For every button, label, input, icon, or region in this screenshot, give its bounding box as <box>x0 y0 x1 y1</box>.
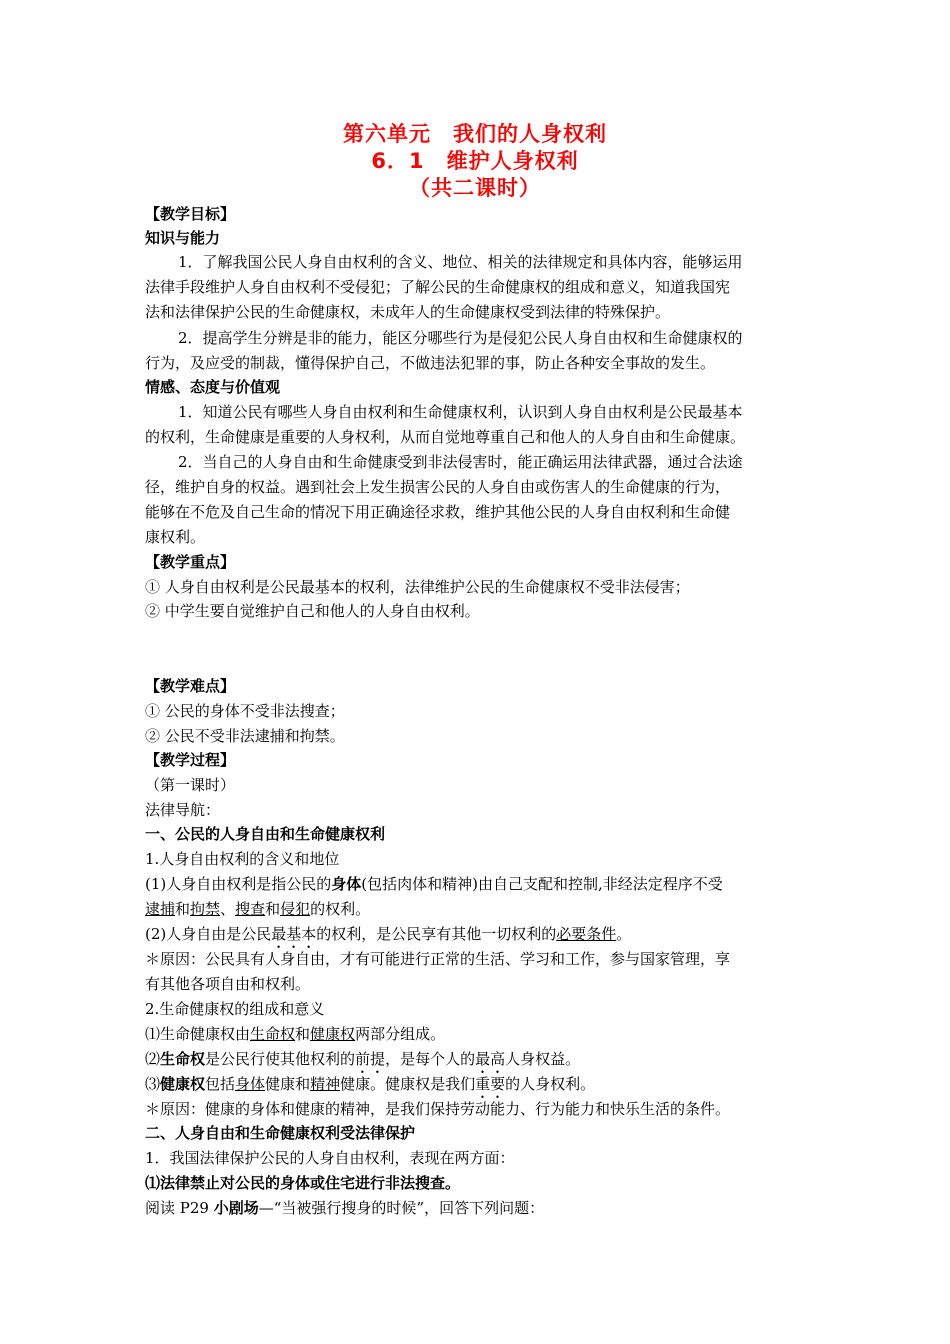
key-point-1: ① 人身自由权利是公民最基本的权利，法律维护公民的生命健康权不受非法侵害； <box>145 578 690 596</box>
keyword-life-right: 生命权 <box>250 1025 296 1043</box>
goal-k2-line1: 2．提高学生分辨是非的能力，能区分哪些行为是侵犯公民人身自由权和生命健康权的 <box>178 329 743 347</box>
lesson-title: 6．1 维护人身权利 <box>371 149 579 173</box>
goals-heading: 【教学目标】 <box>145 205 236 223</box>
reading-prompt <box>145 1198 815 1218</box>
section-1-item-1: 1.人身自由权利的含义和地位 <box>145 850 340 868</box>
goal-e2-line2: 径，维护自身的权益。遇到社会上发生损害公民的人身自由或伤害人的生命健康的行为， <box>145 478 731 496</box>
reason-1-line2: 有其他各项自由和权利。 <box>145 975 311 993</box>
section-1-item-2: 2.生命健康权的组成和意义 <box>145 1000 325 1018</box>
section-1-item-1a-cont <box>145 899 815 919</box>
text: 健康。健康权是我们 <box>340 1075 476 1093</box>
keyword-small-theater: 小剧场 <box>213 1199 259 1217</box>
section-1-item-1b <box>145 924 815 952</box>
difficult-point-2: ② 公民不受非法逮捕和拘禁。 <box>145 727 345 745</box>
text: 两部分组成。 <box>355 1025 446 1043</box>
text: 人身权益。 <box>505 1050 581 1068</box>
goal-e2-line4: 康权利。 <box>145 528 206 546</box>
text: 和 <box>265 900 281 918</box>
emphasis-important: 重要 <box>475 1075 506 1093</box>
lesson-label: （第一课时） <box>145 776 236 794</box>
goal-e1-line2: 的权利，生命健康是重要的人身权利，从而自觉地尊重自己和他人的人身自由和生命健康。 <box>145 428 746 446</box>
emphasis-most-basic: 最基本 <box>271 925 317 943</box>
key-heading: 【教学重点】 <box>145 553 236 571</box>
keyword-life-right-bold: 生命权 <box>160 1050 206 1068</box>
emphasis-premise: 前提 <box>355 1050 386 1068</box>
text: 和 <box>295 1025 311 1043</box>
text: (2)人身自由是公民 <box>145 925 272 943</box>
text: ⑴生命健康权由 <box>145 1025 251 1043</box>
text: 包括 <box>205 1075 236 1093</box>
text: 的权利。 <box>310 900 371 918</box>
keyword-arrest: 逮捕 <box>145 900 176 918</box>
keyword-mind-health: 精神 <box>310 1075 341 1093</box>
text: 阅读 P29 <box>145 1199 214 1217</box>
text: 的人身权利。 <box>505 1075 596 1093</box>
text: (包括肉体和精神)由自己支配和控制,非经法定程序不受 <box>361 875 723 893</box>
section-1-item-2a <box>145 1024 815 1044</box>
text: (1)人身自由权利是指公民的 <box>145 875 332 893</box>
goal-e2-line1: 2．当自己的人身自由和生命健康受到非法侵害时，能正确运用法律武器，通过合法途 <box>178 453 743 471</box>
text: 。 <box>616 925 632 943</box>
goal-k2-line2: 行为，及应受的制裁，懂得保护自己，不做违法犯罪的事，防止各种安全事故的发生。 <box>145 354 716 372</box>
text: ⑶ <box>145 1075 161 1093</box>
text: —“当被强行搜身的时候”，回答下列问题： <box>258 1199 545 1217</box>
goal-k1-line2: 法律手段维护人身自由权利不受侵犯；了解公民的生命健康权的组成和意义，知道我国宪 <box>145 278 731 296</box>
emotion-heading: 情感、态度与价值观 <box>145 378 281 396</box>
knowledge-heading: 知识与能力 <box>145 229 221 247</box>
text: 健康和 <box>265 1075 311 1093</box>
text: 的权利，是公民享有其他一切权利的 <box>316 925 557 943</box>
text: 、 <box>220 900 236 918</box>
section-2-item-1: 1．我国法律保护公民的人身自由权利，表现在两方面： <box>145 1149 515 1167</box>
text: 和 <box>175 900 191 918</box>
difficult-heading: 【教学难点】 <box>145 677 236 695</box>
keyword-search: 搜查 <box>235 900 266 918</box>
keyword-health-right-bold: 健康权 <box>160 1075 206 1093</box>
emphasis-highest: 最高 <box>475 1050 506 1068</box>
text: ⑵ <box>145 1050 161 1068</box>
lesson-count: （共二课时） <box>409 176 541 200</box>
section-1-item-2c <box>145 1074 815 1102</box>
text: ，是每个人的 <box>385 1050 476 1068</box>
section-2-heading: 二、人身自由和生命健康权利受法律保护 <box>145 1124 416 1142</box>
goal-k1-line1: 1．了解我国公民人身自由权利的含义、地位、相关的法律规定和具体内容，能够运用 <box>178 253 743 271</box>
keyword-necessary: 必要条件 <box>556 925 617 943</box>
keyword-body: 身体 <box>331 875 362 893</box>
keyword-infringe: 侵犯 <box>280 900 311 918</box>
goal-e2-line3: 能够在不危及自己生命的情况下用正确途径求救，维护其他公民的人身自由权利和生命健 <box>145 503 731 521</box>
section-1-item-1a <box>145 874 815 894</box>
difficult-point-1: ① 公民的身体不受非法搜查； <box>145 702 345 720</box>
law-nav-label: 法律导航： <box>145 801 221 819</box>
key-point-2: ② 中学生要自觉维护自己和他人的人身自由权利。 <box>145 602 480 620</box>
section-1-heading: 一、公民的人身自由和生命健康权利 <box>145 825 386 843</box>
keyword-health-right: 健康权 <box>310 1025 356 1043</box>
reason-2: ＊原因：健康的身体和健康的精神，是我们保持劳动能力、行为能力和快乐生活的条件。 <box>145 1100 731 1118</box>
keyword-detain: 拘禁 <box>190 900 221 918</box>
reason-1-line1: ＊原因：公民具有人身自由，才有可能进行正常的生活、学习和工作，参与国家管理，享 <box>145 950 731 968</box>
process-heading: 【教学过程】 <box>145 751 236 769</box>
unit-title: 第六单元 我们的人身权利 <box>343 122 607 146</box>
section-1-item-2b <box>145 1049 815 1077</box>
goal-k1-line3: 法和法律保护公民的生命健康权，未成年人的生命健康权受到法律的特殊保护。 <box>145 303 671 321</box>
text: 是公民行使其他权利的 <box>205 1050 356 1068</box>
section-2-item-1a: ⑴法律禁止对公民的身体或住宅进行非法搜查。 <box>145 1174 461 1192</box>
keyword-body-health: 身体 <box>235 1075 266 1093</box>
goal-e1-line1: 1．知道公民有哪些人身自由权利和生命健康权利，认识到人身自由权利是公民最基本 <box>178 403 743 421</box>
